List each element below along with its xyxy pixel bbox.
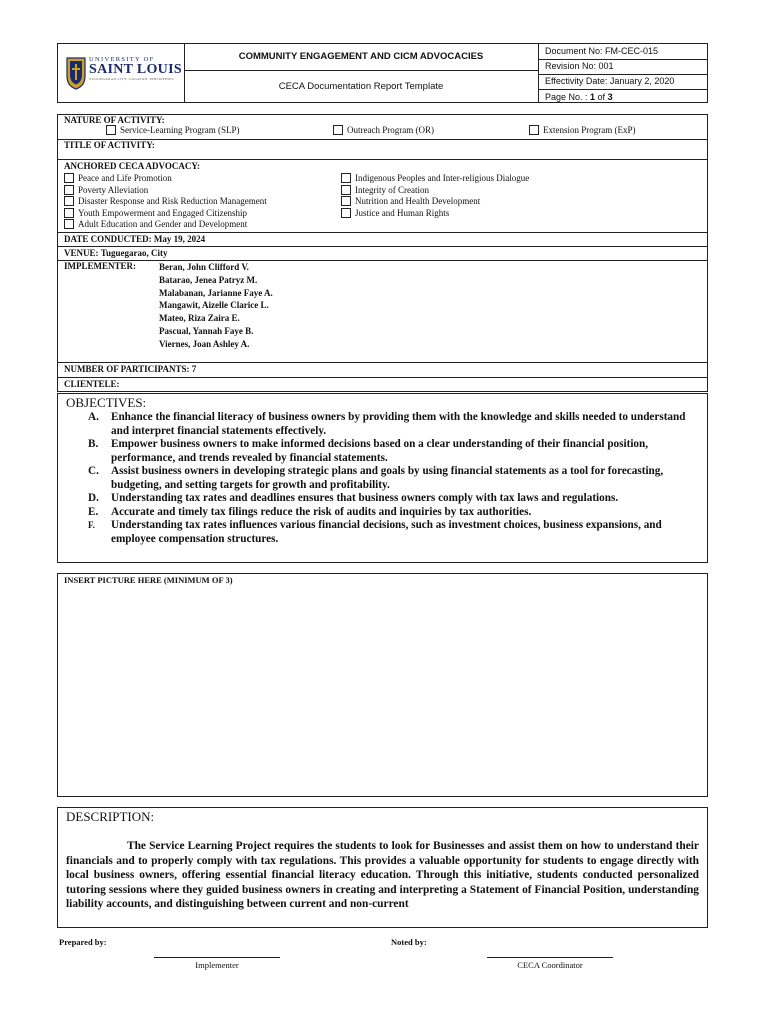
advocacy-item-label: Integrity of Creation [355, 184, 429, 195]
advocacy-checkbox[interactable] [341, 173, 351, 183]
implementer-name: Batarao, Jenea Patryz M. [159, 274, 258, 285]
advocacy-item [64, 219, 267, 231]
objective-item [66, 465, 699, 492]
title-of-activity-row [58, 140, 707, 160]
advocacy-checkbox[interactable] [64, 196, 74, 206]
objective-text: Enhance the financial literacy of business owners by providing them with the knowledge and skills needed to understand and interpret financial statements effectively. [111, 411, 686, 437]
objective-letter: E. [88, 505, 99, 518]
advocacy-checkbox[interactable] [64, 185, 74, 195]
advocacy-item-label: Adult Education and Gender and Development [78, 219, 248, 229]
logo-line-3: TUGUEGARAO CITY, CAGAYAN, PHILIPPINES [89, 77, 174, 81]
objective-text: Understanding tax rates and deadlines ensures that business owners comply with tax laws and regulations. [111, 492, 619, 504]
description-text: The Service Learning Project requires the students to look for Businesses and assist them on how to understand their financials and to properly comply with tax regulations. This provides a valuable opportunity for students to engage directly with local business owners, offering essential financial literacy education. Through this initiative, students conducted personalized tutoring sessions where they guided business owners in creating and interpreting a Statement of Financial Position, understanding liability accounts, and distinguishing between current and non-current [66, 840, 699, 911]
implementer-name: Pascual, Yannah Faye B. [159, 325, 254, 336]
objective-letter: B. [88, 438, 99, 450]
page-number [539, 89, 707, 104]
advocacy-item [64, 185, 267, 197]
advocacy-checkbox[interactable] [64, 219, 74, 229]
clientele-row [58, 378, 707, 391]
nature-of-activity-row [58, 115, 707, 140]
document-subtitle: CECA Documentation Report Template [278, 81, 444, 92]
objective-item [66, 519, 699, 546]
objectives-section [57, 393, 708, 563]
objective-text: Assist business owners in developing strategic plans and goals by using financial statements as a tool for forecasting, budgeting, and setting targets for growth and profitability. [111, 465, 664, 491]
advocacy-item [341, 173, 529, 185]
advocacy-item [341, 208, 529, 220]
objectives-title: OBJECTIVES: [66, 395, 147, 410]
noted-by-label: Noted by: [391, 937, 427, 947]
university-seal-icon [65, 56, 87, 90]
activity-info-table [57, 114, 708, 392]
venue-row [58, 247, 707, 261]
or-checkbox[interactable] [333, 125, 343, 135]
revision-number: Revision No: 001 [539, 59, 707, 75]
clientele-label: CLIENTELE: [64, 379, 120, 389]
implementer-name: Malabanan, Jarianne Faye A. [159, 287, 273, 298]
option-exp [529, 125, 636, 135]
description-section [57, 807, 708, 928]
nature-label: NATURE OF ACTIVITY: [64, 115, 165, 125]
advocacy-item-label: Poverty Alleviation [78, 184, 149, 195]
advocacy-item-label: Justice and Human Rights [355, 207, 450, 218]
implementer-list [159, 261, 273, 351]
objective-item [66, 506, 699, 520]
venue-value[interactable]: Tuguegarao, City [100, 248, 168, 258]
advocacy-item-label: Peace and Life Promotion [78, 173, 172, 183]
picture-label: INSERT PICTURE HERE (MINIMUM OF 3) [64, 575, 233, 585]
anchored-advocacy-row [58, 160, 707, 233]
advocacy-item-label: Indigenous Peoples and Inter-religious Dialogue [355, 173, 530, 183]
advocacy-item [341, 196, 529, 208]
coordinator-signature-line[interactable] [487, 957, 613, 958]
objective-text: Empower business owners to make informed decisions based on a clear understanding of their financial position, performance, and trends revealed by financial statements. [111, 438, 649, 464]
date-conducted-value[interactable]: May 19, 2024 [153, 234, 206, 244]
advocacy-item-label: Youth Empowerment and Engaged Citizenship [78, 207, 248, 218]
advocacy-label: ANCHORED CECA ADVOCACY: [64, 161, 200, 171]
document-control-cell [538, 43, 708, 103]
picture-section[interactable] [57, 573, 708, 797]
page-total: 3 [607, 92, 613, 102]
coordinator-role: CECA Coordinator [517, 960, 583, 970]
page-current: 1 [590, 92, 596, 102]
date-conducted-row [58, 233, 707, 247]
page-prefix: Page No. : [545, 92, 591, 102]
objective-letter: F. [88, 520, 95, 530]
option-or-label: Outreach Program (OR) [347, 125, 434, 135]
description-title: DESCRIPTION: [66, 809, 155, 824]
advocacy-checkbox[interactable] [341, 185, 351, 195]
implementer-role: Implementer [195, 960, 239, 970]
option-slp [106, 125, 239, 135]
objective-letter: C. [88, 465, 99, 477]
option-or [333, 125, 434, 135]
document-title: COMMUNITY ENGAGEMENT AND CICM ADVOCACIES [184, 44, 538, 71]
advocacy-right-column [341, 173, 529, 219]
implementer-name: Viernes, Joan Ashley A. [159, 338, 250, 349]
logo-line-1: UNIVERSITY OF [89, 56, 155, 63]
implementer-label: IMPLEMENTER: [64, 261, 136, 271]
objective-letter: D. [88, 492, 99, 504]
advocacy-checkbox[interactable] [64, 173, 74, 183]
participants-row [58, 363, 707, 378]
objective-text: Understanding tax rates influences various financial decisions, such as investment choices, business expansions, and employee compensation structures. [111, 519, 662, 545]
participants-value[interactable]: 7 [191, 364, 197, 374]
advocacy-item [64, 196, 267, 208]
document-number: Document No: FM-CEC-015 [539, 44, 707, 60]
slp-checkbox[interactable] [106, 125, 116, 135]
advocacy-checkbox[interactable] [64, 208, 74, 218]
prepared-by-label: Prepared by: [59, 937, 107, 947]
advocacy-item [64, 173, 267, 185]
advocacy-left-column [64, 173, 267, 231]
page-of: of [595, 92, 608, 102]
objective-item [66, 438, 699, 465]
objective-text: Accurate and timely tax filings reduce the risk of audits and inquiries by tax authorities. [111, 505, 532, 518]
advocacy-item-label: Disaster Response and Risk Reduction Management [78, 196, 267, 206]
university-logo-text [89, 56, 182, 81]
logo-line-2: SAINT LOUIS [89, 62, 182, 77]
advocacy-item-label: Nutrition and Health Development [355, 196, 481, 206]
objective-item [66, 492, 699, 506]
option-exp-label: Extension Program (ExP) [543, 125, 636, 135]
implementer-signature-line[interactable] [154, 957, 280, 958]
advocacy-item [64, 208, 267, 220]
advocacy-checkbox[interactable] [341, 196, 351, 206]
implementer-name: Mateo, Riza Zaira E. [159, 313, 240, 324]
participants-label: NUMBER OF PARTICIPANTS: [64, 364, 190, 374]
header-title-cell [184, 43, 539, 103]
exp-checkbox[interactable] [529, 125, 539, 135]
title-of-activity-label: TITLE OF ACTIVITY: [64, 140, 155, 150]
option-slp-label: Service-Learning Program (SLP) [120, 125, 240, 135]
objective-letter: A. [88, 411, 99, 423]
effectivity-date: Effectivity Date: January 2, 2020 [539, 74, 707, 90]
implementer-row [58, 261, 707, 363]
objectives-list [66, 411, 699, 546]
implementer-name: Beran, John Clifford V. [159, 262, 249, 272]
advocacy-checkbox[interactable] [341, 208, 351, 218]
venue-label: VENUE: [64, 248, 99, 258]
date-conducted-label: DATE CONDUCTED: [64, 234, 152, 244]
logo-cell [57, 43, 185, 103]
advocacy-item [341, 185, 529, 197]
implementer-name: Mangawit, Aizelle Clarice L. [159, 300, 269, 311]
objective-item [66, 411, 699, 438]
